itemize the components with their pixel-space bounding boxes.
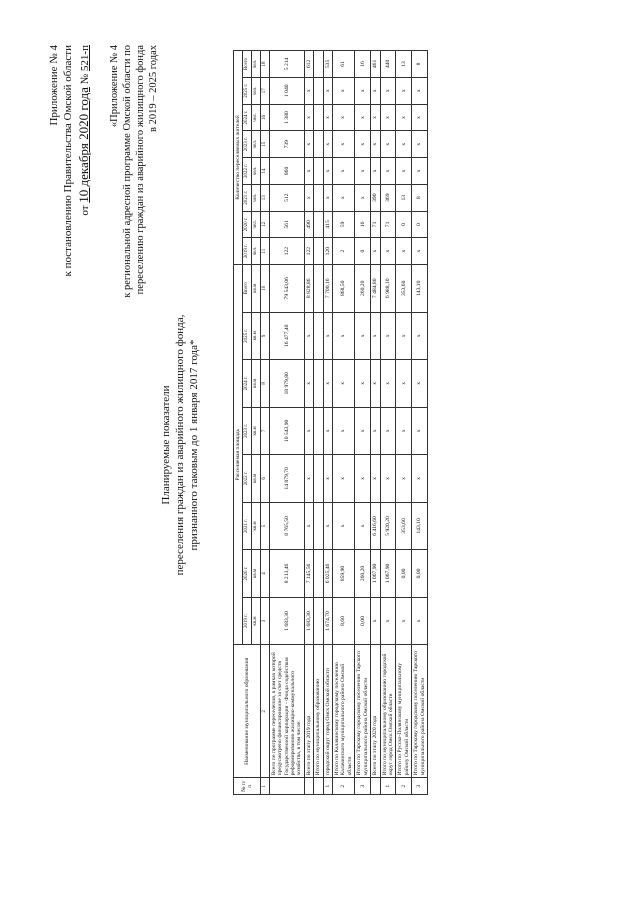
area-unit-header: кв.м [252,502,261,550]
people-value-cell: 0 [412,211,428,238]
column-index-cell: 17 [260,77,269,104]
header-area: Расселяемая площадь [234,265,243,645]
date-prefix: от [78,205,91,216]
area-value-cell [314,407,323,455]
people-value-cell: 2 [333,238,355,265]
appendix-line-1: Приложение № 4 [48,45,60,126]
column-index-row [260,51,269,795]
people-value-cell: 71 [371,211,380,238]
area-value-cell: х [380,407,396,455]
column-index-cell: 8 [260,360,269,408]
people-value-cell: х [355,131,371,158]
area-value-cell: 859,90 [333,550,355,598]
area-value-cell: х [355,360,371,408]
people-year-header: 2019 г. [243,238,252,265]
indicators-table [233,50,428,795]
column-index-cell: 3 [260,597,269,645]
area-value-cell: 1 683,30 [269,597,304,645]
area-value-cell: х [323,360,332,408]
people-value-cell: х [396,238,412,265]
people-value-cell [314,77,323,104]
area-unit-header: кв.м [252,597,261,645]
area-value-cell: х [412,312,428,360]
column-index-cell: 12 [260,211,269,238]
people-value-cell: х [412,131,428,158]
people-year-header: 2024 г. [243,104,252,131]
row-number-cell: 2 [333,778,355,795]
area-value-cell: 6 416,60 [371,502,380,550]
area-value-cell: 8 765,50 [269,502,304,550]
area-value-cell: х [380,360,396,408]
indicators-table-wrapper [233,50,428,795]
area-value-cell: х [333,407,355,455]
people-value-cell: х [304,104,313,131]
area-value-cell: х [412,597,428,645]
area-value-cell [314,455,323,503]
people-value-cell: 13 [396,51,412,78]
municipality-name-cell: Всего по этапу 2019 года [304,645,313,778]
people-value-cell: 390 [371,184,380,211]
column-index-cell: 6 [260,455,269,503]
people-value-cell: 739 [269,131,304,158]
area-value-cell: х [396,407,412,455]
area-value-cell: х [304,407,313,455]
area-value-cell: х [355,312,371,360]
area-value-cell: х [412,455,428,503]
area-value-cell: 1 683,30 [304,597,313,645]
area-value-cell: 143,10 [412,265,428,313]
area-unit-header: кв.м [252,407,261,455]
appendix-header [48,45,92,345]
people-value-cell: 8 [412,184,428,211]
area-value-cell: х [355,455,371,503]
area-value-cell: 868,50 [333,265,355,313]
people-unit-header: чел. [252,131,261,158]
people-value-cell: х [412,238,428,265]
area-value-cell: х [304,360,313,408]
municipality-name-cell: городской округ город Омск Омской области [323,645,332,778]
area-value-cell: х [323,407,332,455]
area-value-cell: 8 828,86 [304,265,313,313]
people-value-cell: 71 [380,211,396,238]
area-unit-header: кв.м [252,360,261,408]
column-index-cell: 1 [260,778,269,795]
column-index-cell: 9 [260,312,269,360]
people-value-cell: 535 [323,51,332,78]
program-appendix-line-4: в 2019 – 2025 годах [148,45,160,132]
people-value-cell [314,184,323,211]
area-value-cell: 7 700,16 [323,265,332,313]
area-value-cell: х [304,312,313,360]
row-number-cell: 2 [396,778,412,795]
area-value-cell: 6 988,10 [380,265,396,313]
column-index-cell: 15 [260,131,269,158]
people-value-cell: х [396,104,412,131]
people-value-cell: х [355,104,371,131]
people-value-cell [314,211,323,238]
people-year-header: 2021 г. [243,184,252,211]
people-unit-header: чел. [252,184,261,211]
people-value-cell: х [371,158,380,185]
area-value-cell: х [323,502,332,550]
appendix-line-2: к постановлению Правительства Омской области [61,45,74,277]
people-year-header: Всего [243,51,252,78]
area-year-header: 2024 г. [243,360,252,408]
people-value-cell [314,104,323,131]
people-year-header: 2022 г. [243,158,252,185]
area-value-cell: 14 879,70 [269,455,304,503]
area-value-cell: 10 543,90 [269,407,304,455]
people-value-cell: х [333,158,355,185]
area-value-cell: 1 067,90 [371,550,380,598]
people-unit-header: чел. [252,77,261,104]
people-value-cell: х [371,77,380,104]
area-value-cell: х [333,360,355,408]
area-value-cell: 8 213,46 [269,550,304,598]
people-value-cell: 8 [412,51,428,78]
municipality-name-cell: Итого по муниципальному образованию городской округ город Омск Омской области [380,645,396,778]
municipality-name-cell: Итого по Тарскому городскому поселению Тарского муниципального района Омской области [355,645,371,778]
program-appendix-line-1: «Приложение № 4 [109,45,120,128]
area-value-cell [314,550,323,598]
people-value-cell: 61 [333,51,355,78]
people-value-cell: х [380,238,396,265]
area-value-cell: х [333,312,355,360]
people-value-cell: х [304,77,313,104]
program-appendix-line-3: переселению граждан из аварийного жилищного фонда [135,45,147,295]
people-unit-header: чел. [252,158,261,185]
area-year-header: 2020 г. [243,550,252,598]
people-value-cell: х [333,77,355,104]
people-value-cell: х [323,77,332,104]
people-value-cell: 490 [304,211,313,238]
table-row [412,51,428,795]
area-year-header: 2021 г. [243,502,252,550]
people-value-cell: х [323,104,332,131]
area-value-cell: х [355,407,371,455]
area-year-header: Всего [243,265,252,313]
header-municipality: Наименование муниципального образования [234,645,261,778]
people-value-cell: 415 [323,211,332,238]
area-value-cell: 260,20 [355,265,371,313]
decree-date: 10 декабря 2020 года [75,87,91,203]
column-index-cell: 11 [260,238,269,265]
area-unit-header: кв.м [252,550,261,598]
area-value-cell: 260,20 [355,550,371,598]
people-value-cell: х [412,104,428,131]
title-line-2: переселения граждан из аварийного жилищного фонда, [173,314,186,576]
people-value-cell: 0 [355,238,371,265]
area-value-cell: х [396,312,412,360]
area-value-cell: х [333,455,355,503]
area-value-cell: х [355,502,371,550]
people-value-cell: х [396,131,412,158]
municipality-name-cell: Всего по программе переселения, в рамках которой предусмотрено финансирование за счет средств Государственной корпорации - Фонда содействия реформированию жилищно-коммунального хозяйства, в том числе: [269,645,304,778]
people-value-cell [314,158,323,185]
area-value-cell: 7 484,80 [371,265,380,313]
appendix-date-line [76,45,93,345]
people-value-cell: 369 [380,184,396,211]
header-number: № п/п [234,778,261,795]
people-value-cell: х [412,158,428,185]
municipality-name-cell: Итого по Калачинскому городскому поселению Калачинского муниципального района Омской области [333,645,355,778]
people-value-cell: 1 380 [269,104,304,131]
people-value-cell: х [371,238,380,265]
area-value-cell: 16 477,40 [269,312,304,360]
area-value-cell: х [323,455,332,503]
area-value-cell: х [396,360,412,408]
people-value-cell: 122 [269,238,304,265]
people-value-cell: х [412,77,428,104]
area-value-cell: х [380,455,396,503]
column-index-cell: 10 [260,265,269,313]
row-number-cell [304,778,313,795]
people-unit-header: чел. [252,238,261,265]
row-number-cell [269,778,304,795]
table-row [304,51,313,795]
row-number-cell: 1 [380,778,396,795]
municipality-name-cell: Итого по муниципальному образованию [314,645,323,778]
table-row [269,51,304,795]
area-value-cell: 7 145,56 [304,550,313,598]
people-year-header: 2023 г. [243,131,252,158]
people-value-cell: х [333,131,355,158]
area-year-header: 2022 г. [243,455,252,503]
people-year-header: 2020 г. [243,211,252,238]
column-index-cell: 7 [260,407,269,455]
table-body [269,51,427,795]
people-value-cell: х [380,77,396,104]
area-value-cell: х [380,597,396,645]
municipality-name-cell: Итого по Русско-Полянскому муниципальному району Омской области [396,645,412,778]
area-year-header: 2023 г. [243,407,252,455]
area-value-cell: 18 979,80 [269,360,304,408]
people-value-cell: 13 [396,184,412,211]
row-number-cell: 1 [323,778,332,795]
people-value-cell: х [304,184,313,211]
people-value-cell: х [333,104,355,131]
area-value-cell: 1 067,90 [380,550,396,598]
people-value-cell: 561 [269,211,304,238]
people-unit-header: чел. [252,104,261,131]
area-value-cell: 0,00 [412,550,428,598]
people-unit-header: чел. [252,51,261,78]
row-number-cell [314,778,323,795]
header-people: Количество переселяемых жителей [234,51,243,265]
people-value-cell: х [323,184,332,211]
area-value-cell [314,502,323,550]
people-value-cell: х [371,131,380,158]
table-row [396,51,412,795]
people-value-cell: х [380,131,396,158]
table-row [371,51,380,795]
table-row [355,51,371,795]
column-index-cell: 16 [260,104,269,131]
area-value-cell: х [371,597,380,645]
people-value-cell: 16 [355,211,371,238]
people-value-cell: х [355,77,371,104]
people-value-cell [314,51,323,78]
title-line-1: Планируемые показатели [160,385,172,505]
people-value-cell: х [355,158,371,185]
area-value-cell: х [380,312,396,360]
people-value-cell: 59 [333,211,355,238]
area-value-cell: 0,00 [396,550,412,598]
area-value-cell: 143,10 [412,502,428,550]
column-index-cell: 18 [260,51,269,78]
people-value-cell: х [323,131,332,158]
area-value-cell: 5 920,20 [380,502,396,550]
table-row [333,51,355,795]
area-value-cell: 353,60 [396,265,412,313]
title-line-3: признанного таковым до 1 января 2017 года* [187,339,200,551]
people-year-header: 2025 г. [243,77,252,104]
area-value-cell: 6 025,46 [323,550,332,598]
people-value-cell: 122 [304,238,313,265]
table-row [323,51,332,795]
area-value-cell: х [304,502,313,550]
people-value-cell [314,238,323,265]
table-row [380,51,396,795]
people-value-cell: 16 [355,51,371,78]
people-value-cell: 120 [323,238,332,265]
row-number-cell: 3 [355,778,371,795]
area-value-cell: 353,60 [396,502,412,550]
area-value-cell: х [371,407,380,455]
area-value-cell: х [323,312,332,360]
area-value-cell: х [371,360,380,408]
people-value-cell: х [333,184,355,211]
program-appendix-header [108,45,161,365]
area-unit-header: кв.м [252,312,261,360]
municipality-name-cell: Итого по Тарскому городскому поселению Тарского муниципального района Омской области [412,645,428,778]
area-year-header: 2019 г. [243,597,252,645]
area-value-cell [314,597,323,645]
area-value-cell: 1 674,70 [323,597,332,645]
area-value-cell: х [412,407,428,455]
row-number-cell [371,778,380,795]
area-value-cell: х [333,502,355,550]
area-year-header: 2025 г. [243,312,252,360]
area-unit-header: кв.м [252,455,261,503]
people-value-cell: х [355,184,371,211]
area-value-cell: х [371,455,380,503]
area-value-cell: 79 543,06 [269,265,304,313]
area-unit-header: кв.м [252,265,261,313]
document-title [160,235,201,655]
num-prefix: № [78,73,91,85]
people-unit-header: чел. [252,211,261,238]
row-number-cell: 3 [412,778,428,795]
people-value-cell: х [304,131,313,158]
area-value-cell [314,360,323,408]
people-value-cell: 512 [269,184,304,211]
people-value-cell: 860 [269,158,304,185]
people-value-cell [314,131,323,158]
people-value-cell: 5 214 [269,51,304,78]
area-value-cell: х [371,312,380,360]
area-value-cell [314,265,323,313]
decree-number: 521-п [78,45,91,72]
people-value-cell: 612 [304,51,313,78]
area-value-cell: х [304,455,313,503]
table-row [314,51,323,795]
people-value-cell: х [396,77,412,104]
column-index-cell: 2 [260,645,269,778]
people-value-cell: х [371,104,380,131]
people-value-cell: 1 040 [269,77,304,104]
column-index-cell: 4 [260,550,269,598]
column-index-cell: 13 [260,184,269,211]
column-index-cell: 14 [260,158,269,185]
people-value-cell: 440 [380,51,396,78]
people-value-cell: х [380,158,396,185]
area-value-cell: 8,60 [333,597,355,645]
people-value-cell: 461 [371,51,380,78]
people-value-cell: х [396,158,412,185]
people-value-cell: х [323,158,332,185]
area-value-cell: х [412,360,428,408]
people-value-cell: х [380,104,396,131]
area-value-cell: х [396,597,412,645]
people-value-cell: х [304,158,313,185]
municipality-name-cell: Всего по этапу 2020 года [371,645,380,778]
program-appendix-line-2: к региональной адресной программе Омской области по [122,45,134,298]
area-value-cell: 0,00 [355,597,371,645]
area-value-cell: х [396,455,412,503]
column-index-cell: 5 [260,502,269,550]
people-value-cell: 0 [396,211,412,238]
area-value-cell [314,312,323,360]
